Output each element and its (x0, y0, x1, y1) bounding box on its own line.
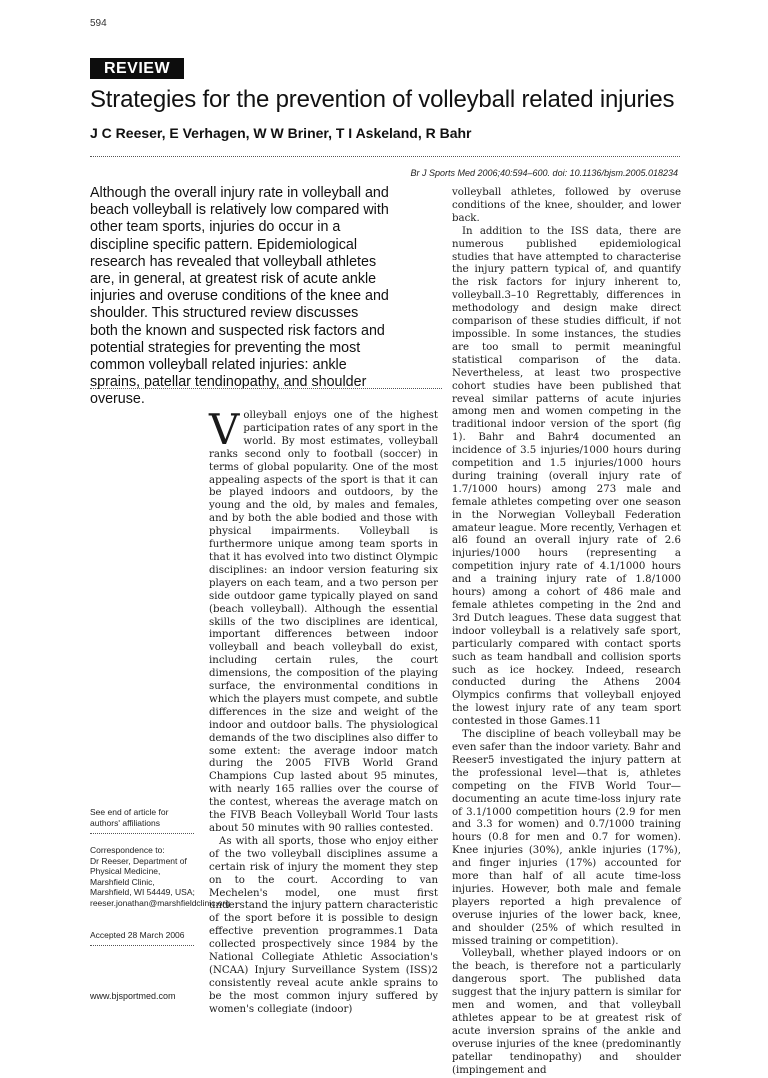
body-column-left (209, 405, 438, 1017)
journal-citation: Br J Sports Med 2006;40:594–600. doi: 10.1136/bjsm.2005.018234 (410, 168, 678, 178)
section-badge: REVIEW (90, 58, 184, 79)
header-divider (90, 156, 680, 157)
correspondence-block (90, 845, 230, 908)
paragraph-text: olleyball enjoys one of the highest participation rates of any sport in the world. By most estimates, volleyball ranks second only to football (soccer) in terms of global popularity. One of the most appealing aspects of the sport is that it can be played indoors and outdoors, by the young and the old, by males and females, and by both the able bodied and those with physical impairments. Volleyball is furthermore unique among team sports in that it has evolved into two distinct Olympic disciplines: an indoor version featuring six players on each team, and a two person per side outdoor game typically played on sand (beach volleyball). Although the essential skills of the two disciplines are identical, important differences between indoor volleyball and beach volleyball do exist, including certain rules, the court dimensions, the composition of the playing surface, the environmental conditions in which the players must compete, and subtle differences in the size and weight of the indoor and outdoor balls. The physiological demands of the two disciplines also differ to some extent: the average indoor match during the 2005 FIVB World Grand Champions Cup lasted about 95 minutes, with nearly 165 rallies over the course of the contest, whereas the average match on the FIVB Beach Volleyball World Tour lasts about 50 minutes with 90 rallies contested. (209, 410, 438, 834)
affiliations-note: See end of article for authors' affiliations (90, 807, 169, 828)
sidebar-divider-2 (90, 945, 194, 946)
body-column-right (452, 187, 681, 1078)
accepted-date: Accepted 28 March 2006 (90, 930, 185, 940)
journal-url[interactable]: www.bjsportmed.com (90, 991, 176, 1001)
abstract: Although the overall injury rate in volleyball and beach volleyball is relatively low compared with other team sports, injuries do occur in a discipline specific pattern. Epidemiological research has revealed that volleyball athletes are, in general, at greatest risk of acute ankle injuries and overuse conditions of the knee and shoulder. This structured review discusses both the known and suspected risk factors and potential strategies for preventing the most common volleyball related injuries: ankle sprains, patellar tendinopathy, and shoulder overuse. (90, 185, 389, 408)
correspondence-label: Correspondence to: (90, 845, 165, 855)
body-paragraph: Volleyball, whether played indoors or on the beach, is therefore not a particularly dangerous sport. The published data suggest that the injury pattern is similar for men and women, and that volleyball athletes appear to be at greatest risk of acute inversion sprains of the ankle and overuse injuries of the knee (predominantly patellar tendinopathy) and shoulder (impingement and (452, 948, 681, 1076)
author-list: J C Reeser, E Verhagen, W W Briner, T I Askeland, R Bahr (90, 125, 472, 141)
body-paragraph: volleyball athletes, followed by overuse conditions of the knee, shoulder, and lower back. (452, 187, 681, 224)
body-paragraph: In addition to the ISS data, there are numerous published epidemiological studies that have attempted to characterise the injury pattern typical of, and quantify the risk factors for injury inherent to, volleyball.3–10 Regrettably, differences in methodology and design make direct comparison of these studies difficult, if not impossible. In some instances, the studies are too small to permit meaningful statistical comparison of the data. Nevertheless, at least two prospective cohort studies have been published that reveal similar patterns of acute injuries among men and women competing in the traditional indoor version of the sport (fig 1). Bahr and Bahr4 documented an incidence of 3.5 injuries/1000 hours during competition and 1.5 injuries/1000 hours during training (overall injury rate of 1.7/1000 hours) among 273 male and female athletes competing over one season in the Norwegian Volleyball Federation amateur league. More recently, Verhagen et al6 found an overall injury rate of 2.6 injuries/1000 hours (representing a competition injury rate of 4.1/1000 hours and a training injury rate of 1.8/1000 hours) among a cohort of 486 male and female athletes competing in the 2nd and 3rd Dutch leagues. These data suggest that indoor volleyball is a relatively safe sport, particularly compared with contact sports such as team handball and collision sports such as ice hockey. Indeed, research conducted during the Athens 2004 Olympics confirms that volleyball enjoyed the lowest injury rate of any team sport contested in those Games.11 (452, 225, 681, 728)
body-paragraph: As with all sports, those who enjoy either of the two volleyball disciplines assume a certain risk of injury the moment they step on to the court. According to van Mechelen's model, one must first understand the injury pattern characteristic of the sport before it is possible to design effective prevention programmes.1 Data collected prospectively since 1984 by the National Collegiate Athletic Association's (NCAA) Injury Surveillance System (ISS)2 consistently reveal acute ankle sprains to be the most common injury suffered by women's collegiate (indoor) (209, 835, 438, 1015)
page-number: 594 (90, 18, 107, 29)
body-paragraph: The discipline of beach volleyball may be even safer than the indoor variety. Bahr and Reeser5 investigated the injury pattern at the professional level—that is, athletes competing on the FIVB World Tour—documenting an acute time-loss injury rate of 3.1/1000 competition hours (2.9 for men and 3.3 for women) and 0.7/1000 training hours (0.8 for men and 0.7 for women). Knee injuries (30%), ankle injuries (17%), and finger injuries (17%) accounted for more than half of all acute time-loss injuries. However, both male and female players reported a high prevalence of overuse injuries of the lower back, knee, and shoulder (25% of which resulted in missed training or competition). (452, 729, 681, 947)
abstract-divider (90, 388, 442, 389)
correspondence-address: Dr Reeser, Department of Physical Medicine, Marshfield Clinic, Marshfield, WI 54449, USA; reeser.jonathan@marshfieldclinic.org (90, 855, 230, 908)
body-paragraph (209, 405, 438, 836)
drop-cap: V (209, 405, 240, 454)
sidebar-divider (90, 833, 194, 834)
article-title: Strategies for the prevention of volleyball related injuries (90, 86, 675, 113)
